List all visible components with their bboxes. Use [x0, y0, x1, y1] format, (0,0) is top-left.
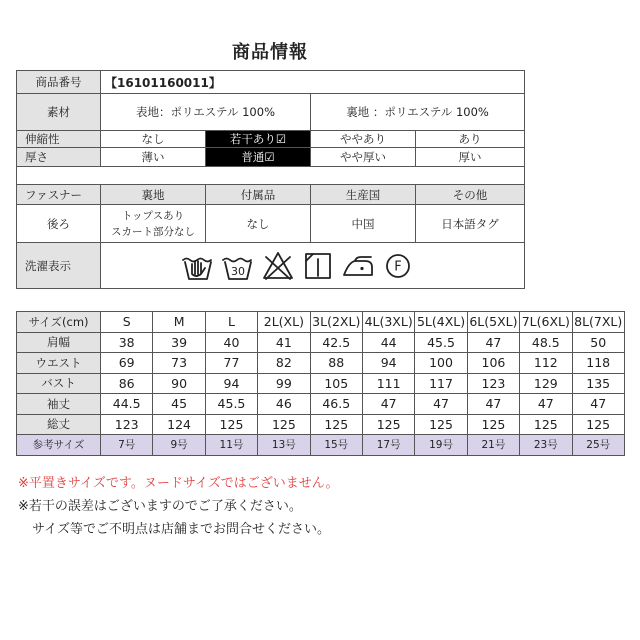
size-cell: 42.5 — [310, 332, 362, 353]
size-header-cell: S — [101, 312, 153, 333]
size-cell: 111 — [362, 373, 414, 394]
size-cell: 11号 — [205, 435, 257, 456]
size-row-label: 肩幅 — [17, 332, 101, 353]
size-header-row — [17, 312, 625, 333]
size-cell: 125 — [310, 414, 362, 435]
material-label: 素材 — [17, 94, 101, 131]
size-cell: 94 — [362, 353, 414, 374]
details-other-value: 日本語タグ — [416, 205, 525, 243]
size-cell: 48.5 — [520, 332, 572, 353]
size-row — [17, 373, 625, 394]
details-header-accessories: 付属品 — [206, 185, 311, 205]
details-lining-value — [101, 205, 206, 243]
wash-30-icon — [221, 250, 255, 282]
size-header-cell: 3L(2XL) — [310, 312, 362, 333]
product-number-row — [17, 71, 525, 94]
size-row — [17, 353, 625, 374]
size-row — [17, 394, 625, 415]
no-bleach-icon — [261, 250, 295, 282]
material-row — [17, 94, 525, 131]
size-cell: 117 — [415, 373, 467, 394]
details-accessories-value: なし — [206, 205, 311, 243]
size-header-cell: 4L(3XL) — [362, 312, 414, 333]
size-cell: 106 — [467, 353, 519, 374]
size-row-label: ウエスト — [17, 353, 101, 374]
details-header-zipper: ファスナー — [17, 185, 101, 205]
details-header-origin: 生産国 — [311, 185, 416, 205]
size-cell: 77 — [205, 353, 257, 374]
size-cell: 45.5 — [205, 394, 257, 415]
details-header-lining: 裏地 — [101, 185, 206, 205]
size-cell: 39 — [153, 332, 205, 353]
stretch-row — [17, 131, 525, 148]
size-cell: 112 — [520, 353, 572, 374]
wash-temperature: 30 — [231, 264, 245, 278]
size-cell: 125 — [520, 414, 572, 435]
product-number-value: 【16101160011】 — [101, 71, 525, 94]
size-header-cell: M — [153, 312, 205, 333]
size-cell: 123 — [101, 414, 153, 435]
size-cell: 123 — [467, 373, 519, 394]
size-cell: 88 — [310, 353, 362, 374]
hand-wash-icon — [181, 250, 215, 282]
details-zipper-value: 後ろ — [17, 205, 101, 243]
product-number-label: 商品番号 — [17, 71, 101, 94]
material-lining: 裏地 ：ポリエステル 100% — [311, 94, 525, 131]
size-cell: 45.5 — [415, 332, 467, 353]
size-cell: 90 — [153, 373, 205, 394]
size-row-label: 袖丈 — [17, 394, 101, 415]
size-row — [17, 435, 625, 456]
details-header-row — [17, 185, 525, 205]
size-cell: 44.5 — [101, 394, 153, 415]
care-label: 洗濯表示 — [17, 243, 101, 289]
size-cell: 125 — [362, 414, 414, 435]
stretch-option: あり — [416, 131, 525, 148]
size-cell: 23号 — [520, 435, 572, 456]
size-cell: 47 — [415, 394, 467, 415]
page-title: 商品情報 — [232, 42, 308, 63]
size-cell: 19号 — [415, 435, 467, 456]
note-contact: サイズ等でご不明点は店舗までお問合せください。 — [32, 522, 330, 537]
size-cell: 50 — [572, 332, 624, 353]
size-cell: 15号 — [310, 435, 362, 456]
size-header-cell: 7L(6XL) — [520, 312, 572, 333]
stretch-label: 伸縮性 — [17, 131, 101, 148]
size-header-cell: 8L(7XL) — [572, 312, 624, 333]
size-cell: 118 — [572, 353, 624, 374]
size-cell: 46 — [258, 394, 310, 415]
size-table-body — [17, 312, 625, 456]
stretch-option: 若干あり☑ — [206, 131, 311, 148]
thickness-option: 普通☑ — [206, 148, 311, 167]
size-cell: 9号 — [153, 435, 205, 456]
size-cell: 125 — [415, 414, 467, 435]
size-header-cell: 2L(XL) — [258, 312, 310, 333]
thickness-option: やや厚い — [311, 148, 416, 167]
size-cell: 40 — [205, 332, 257, 353]
note-tolerance: ※若干の誤差はございますのでご了承ください。 — [18, 499, 302, 514]
details-origin-value: 中国 — [311, 205, 416, 243]
spacer-cell — [17, 167, 525, 185]
thickness-row — [17, 148, 525, 167]
details-header-other: その他 — [416, 185, 525, 205]
size-row — [17, 414, 625, 435]
thickness-label: 厚さ — [17, 148, 101, 167]
size-cell: 125 — [467, 414, 519, 435]
size-table — [16, 311, 625, 456]
size-cell: 129 — [520, 373, 572, 394]
size-header-cell: L — [205, 312, 257, 333]
size-cell: 135 — [572, 373, 624, 394]
size-cell: 46.5 — [310, 394, 362, 415]
care-icons-cell — [101, 243, 525, 289]
size-header-label: サイズ(cm) — [17, 312, 101, 333]
spacer-row — [17, 167, 525, 185]
size-cell: 99 — [258, 373, 310, 394]
size-cell: 38 — [101, 332, 153, 353]
product-info-table — [16, 70, 525, 289]
size-cell: 69 — [101, 353, 153, 374]
size-cell: 125 — [258, 414, 310, 435]
size-cell: 47 — [467, 394, 519, 415]
size-cell: 47 — [572, 394, 624, 415]
size-row-label: 参考サイズ — [17, 435, 101, 456]
size-header-cell: 6L(5XL) — [467, 312, 519, 333]
size-cell: 125 — [205, 414, 257, 435]
stretch-option: ややあり — [311, 131, 416, 148]
size-cell: 82 — [258, 353, 310, 374]
size-cell: 13号 — [258, 435, 310, 456]
material-outer: 表地：ポリエステル 100% — [101, 94, 311, 131]
size-row-label: バスト — [17, 373, 101, 394]
line-dry-shade-icon — [301, 250, 335, 282]
note-flat-measurement: ※平置きサイズです。ヌードサイズではございません。 — [18, 476, 339, 491]
stretch-option: なし — [101, 131, 206, 148]
size-cell: 94 — [205, 373, 257, 394]
care-icons — [181, 244, 524, 288]
size-cell: 45 — [153, 394, 205, 415]
size-cell: 125 — [572, 414, 624, 435]
size-row-label: 総丈 — [17, 414, 101, 435]
size-cell: 86 — [101, 373, 153, 394]
dry-clean-letter: F — [394, 259, 402, 274]
care-row — [17, 243, 525, 289]
size-cell: 47 — [520, 394, 572, 415]
details-lining-line: トップスあり — [121, 209, 185, 222]
size-cell: 44 — [362, 332, 414, 353]
size-cell: 73 — [153, 353, 205, 374]
dry-clean-f-icon — [381, 250, 415, 282]
thickness-option: 厚い — [416, 148, 525, 167]
details-value-row — [17, 205, 525, 243]
thickness-option: 薄い — [101, 148, 206, 167]
notes — [18, 472, 339, 541]
size-cell: 47 — [467, 332, 519, 353]
size-header-cell: 5L(4XL) — [415, 312, 467, 333]
size-cell: 41 — [258, 332, 310, 353]
iron-low-icon — [341, 250, 375, 282]
size-cell: 47 — [362, 394, 414, 415]
size-cell: 105 — [310, 373, 362, 394]
size-cell: 100 — [415, 353, 467, 374]
details-lining-line: スカート部分なし — [111, 225, 195, 238]
size-cell: 17号 — [362, 435, 414, 456]
size-cell: 25号 — [572, 435, 624, 456]
size-cell: 124 — [153, 414, 205, 435]
size-cell: 7号 — [101, 435, 153, 456]
size-cell: 21号 — [467, 435, 519, 456]
size-row — [17, 332, 625, 353]
